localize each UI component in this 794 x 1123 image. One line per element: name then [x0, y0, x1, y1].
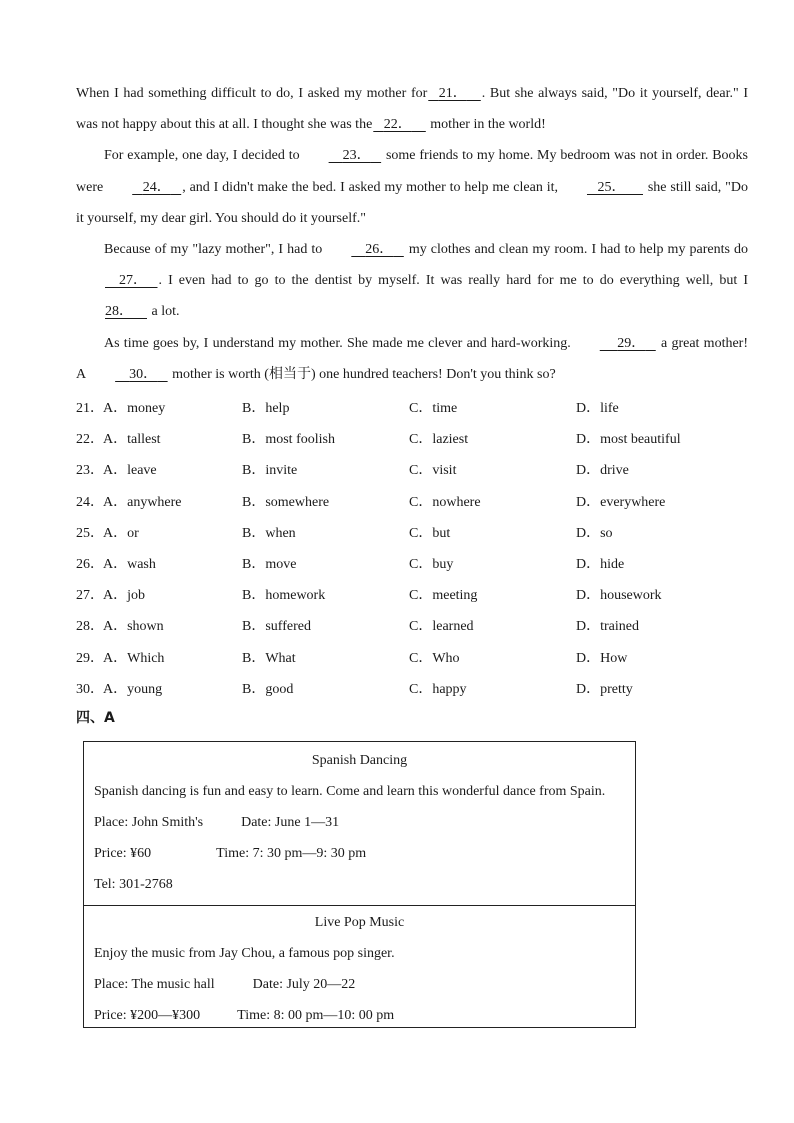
ad-time: Time: 8: 00 pm—10: 00 pm	[237, 1008, 395, 1023]
blank-27[interactable]	[76, 265, 159, 296]
ad-price-time	[94, 838, 625, 869]
blank-number: 25．	[597, 179, 626, 195]
ad-price: Price: ¥200—¥300	[94, 1008, 201, 1023]
blank-22[interactable]	[372, 109, 427, 140]
option-d[interactable]: D．most beautiful	[576, 432, 681, 448]
option-c[interactable]: C．laziest	[409, 432, 469, 448]
blank-number: 28．	[105, 304, 133, 320]
ad-place-date	[94, 969, 625, 1000]
blank-number: 24．	[142, 179, 171, 195]
text: Because of my "lazy mother", I had to	[104, 242, 323, 258]
option-d[interactable]: D．housework	[576, 588, 662, 604]
blank-number: 26．	[365, 242, 394, 258]
text: For example, one day, I decided to	[104, 148, 300, 164]
ad-time: Time: 7: 30 pm—9: 30 pm	[216, 846, 367, 861]
option-row-22	[76, 421, 748, 452]
paragraph-2	[76, 140, 748, 234]
option-d[interactable]: D．life	[576, 401, 619, 417]
blank-number: 23．	[342, 148, 371, 164]
option-row-25	[76, 515, 748, 546]
option-a[interactable]: A．tallest	[103, 432, 161, 448]
option-a[interactable]: A．anywhere	[103, 494, 182, 510]
option-b[interactable]: B．move	[242, 556, 297, 572]
section-heading: 四、A	[76, 709, 115, 726]
option-b[interactable]: B．most foolish	[242, 432, 335, 448]
option-d[interactable]: D．How	[576, 650, 628, 666]
text: a great mother! A	[76, 335, 748, 382]
question-number: 23．	[76, 463, 104, 479]
question-number: 26．	[76, 556, 104, 572]
blank-25[interactable]	[558, 172, 644, 203]
question-number: 21．	[76, 401, 104, 417]
option-a[interactable]: A．Which	[103, 650, 165, 666]
paragraph-1	[76, 78, 748, 140]
question-number: 29．	[76, 650, 104, 666]
option-c[interactable]: C．buy	[409, 556, 454, 572]
option-a[interactable]: A．or	[103, 525, 139, 541]
option-c[interactable]: C．but	[409, 525, 451, 541]
option-c[interactable]: C．Who	[409, 650, 460, 666]
paragraph-3	[76, 234, 748, 328]
option-b[interactable]: B．What	[242, 650, 296, 666]
option-row-30	[76, 671, 748, 702]
option-b[interactable]: B．when	[242, 525, 296, 541]
text: my clothes and clean my room. I had to help my parents do	[404, 242, 748, 258]
blank-29[interactable]	[571, 328, 657, 359]
ad-price-time	[94, 1000, 625, 1031]
text: mother in the world!	[426, 117, 546, 133]
ad-place: Place: The music hall	[94, 977, 215, 992]
text: mother is worth (相当于) one hundred teachers! Don't you think so?	[168, 366, 556, 382]
option-b[interactable]: B．help	[242, 401, 290, 417]
paragraph-4	[76, 328, 748, 390]
option-d[interactable]: D．so	[576, 525, 613, 541]
option-row-27	[76, 577, 748, 608]
option-b[interactable]: B．good	[242, 681, 294, 697]
option-c[interactable]: C．visit	[409, 463, 457, 479]
ad-title: Spanish Dancing	[311, 753, 408, 768]
text: she still said, "Do it yourself, my dear girl. You should do it yourself."	[76, 179, 748, 226]
text: As time goes by, I understand my mother. She made me clever and hard-working.	[104, 335, 571, 351]
option-b[interactable]: B．suffered	[242, 619, 311, 635]
option-row-24	[76, 484, 748, 515]
ad-date: Date: July 20—22	[252, 977, 356, 992]
blank-23[interactable]	[300, 140, 383, 171]
option-c[interactable]: C．happy	[409, 681, 467, 697]
option-row-29	[76, 640, 748, 671]
question-number: 30．	[76, 681, 104, 697]
option-d[interactable]: D．trained	[576, 619, 639, 635]
option-row-26	[76, 546, 748, 577]
question-number: 27．	[76, 588, 104, 604]
option-b[interactable]: B．somewhere	[242, 494, 330, 510]
option-row-28	[76, 608, 748, 639]
option-d[interactable]: D．pretty	[576, 681, 633, 697]
ads-box	[83, 741, 636, 1028]
option-a[interactable]: A．wash	[103, 556, 156, 572]
blank-28[interactable]	[76, 296, 148, 327]
ad-place: Place: John Smith's	[94, 815, 204, 830]
option-c[interactable]: C．nowhere	[409, 494, 481, 510]
ad-title: Live Pop Music	[314, 915, 405, 930]
option-a[interactable]: A．young	[103, 681, 163, 697]
option-c[interactable]: C．meeting	[409, 588, 478, 604]
option-d[interactable]: D．hide	[576, 556, 625, 572]
blank-21[interactable]	[427, 78, 482, 109]
ad-tel: Tel: 301-2768	[94, 877, 173, 892]
option-c[interactable]: C．time	[409, 401, 458, 417]
option-row-21	[76, 390, 748, 421]
text: a lot.	[148, 304, 180, 320]
question-number: 22．	[76, 432, 104, 448]
options-list	[76, 390, 748, 702]
ad-date: Date: June 1—31	[241, 815, 340, 830]
option-d[interactable]: D．everywhere	[576, 494, 666, 510]
passage	[76, 78, 748, 730]
option-c[interactable]: C．learned	[409, 619, 474, 635]
ad-price: Price: ¥60	[94, 846, 152, 861]
blank-number: 27．	[119, 273, 147, 289]
blank-26[interactable]	[322, 234, 405, 265]
blank-24[interactable]	[103, 172, 182, 203]
ad-description: Enjoy the music from Jay Chou, a famous pop singer.	[94, 946, 395, 961]
blank-number: 22．	[383, 117, 412, 133]
text: . I even had to go to the dentist by myself. It was really hard for me to do everything well, but I	[158, 273, 748, 289]
option-a[interactable]: A．leave	[103, 463, 157, 479]
option-a[interactable]: A．job	[103, 588, 145, 604]
text: , and I didn't make the bed. I asked my mother to help me clean it,	[182, 179, 558, 195]
option-b[interactable]: B．invite	[242, 463, 298, 479]
ad-live-pop-music	[84, 907, 635, 1031]
option-a[interactable]: A．shown	[103, 619, 164, 635]
blank-30[interactable]	[86, 359, 169, 390]
option-b[interactable]: B．homework	[242, 588, 326, 604]
text: When I had something difficult to do, I asked my mother for	[76, 86, 428, 101]
text: some friends to my home. My bedroom was not in order. Books were	[76, 148, 748, 195]
option-a[interactable]: A．money	[103, 401, 166, 417]
ad-description: Spanish dancing is fun and easy to learn. Come and learn this wonderful dance from Spain.	[94, 784, 606, 799]
blank-number: 29．	[617, 335, 646, 351]
blank-number: 21．	[438, 86, 467, 101]
option-d[interactable]: D．drive	[576, 463, 629, 479]
ad-spanish-dancing	[84, 745, 635, 906]
blank-number: 30．	[129, 366, 158, 382]
question-number: 25．	[76, 525, 104, 541]
option-row-23	[76, 452, 748, 483]
ad-place-date	[94, 807, 625, 838]
question-number: 28．	[76, 619, 104, 635]
question-number: 24．	[76, 494, 104, 510]
text: . But she always said, "Do it yourself, dear." I was not happy about this at all. I thought she was the	[76, 86, 748, 133]
